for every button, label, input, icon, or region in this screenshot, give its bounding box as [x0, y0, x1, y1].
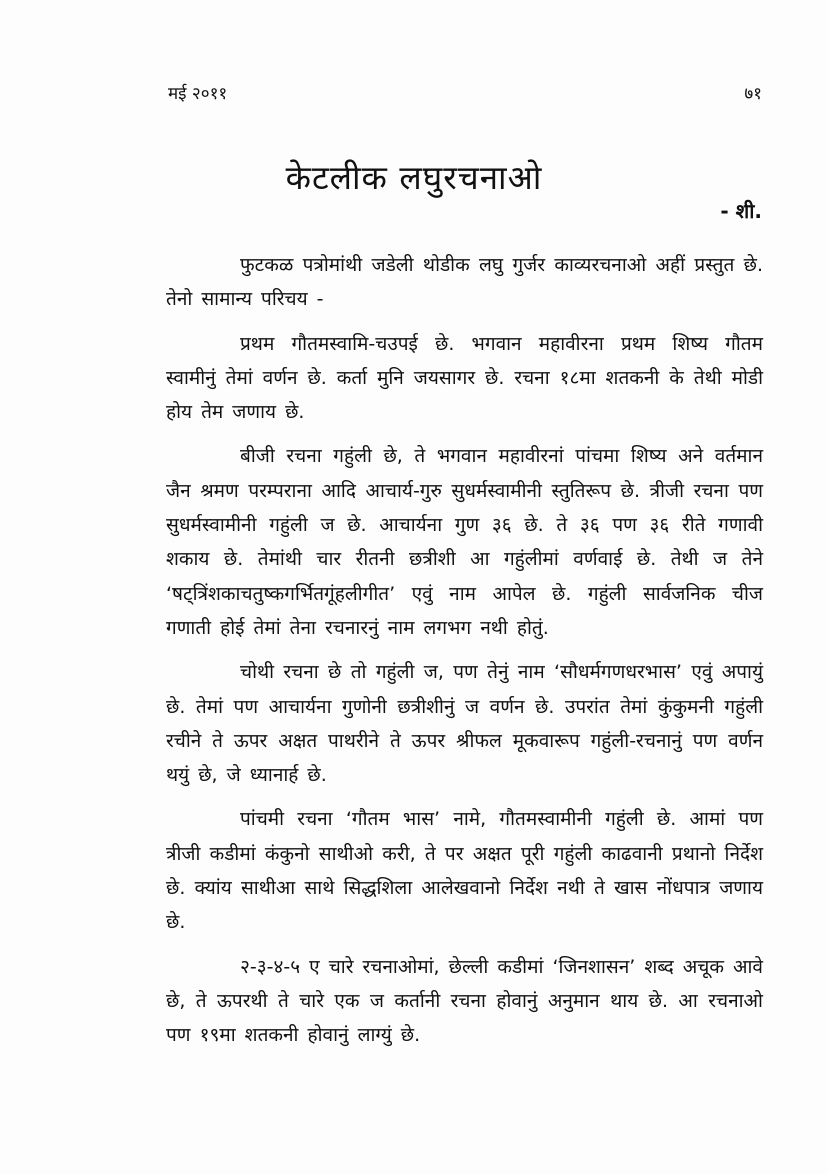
- running-header: [168, 84, 762, 104]
- issue-date: मई २०११: [168, 84, 228, 104]
- paragraph-fifth-composition: पांचमी रचना ‘गौतम भास’ नामे, गौतमस्वामीनी गहुंली छे. आमां पण त्रीजी कडीमां कंकुनो साथीओ करी, ते पर अक्षत पूरी गहुंली काढवानी प्रथानो निर्देश छे. क्यांय साथीआ साथे सिद्धशिला आलेखवानो निर्देश नथी ते खास नोंधपात्र जणाय छे.: [166, 808, 763, 934]
- paragraph-intro: फुटकळ पत्रोमांथी जडेली थोडीक लघु गुर्जर काव्यरचनाओ अहीं प्रस्तुत छे. तेनो सामान्य परिचय -: [166, 254, 763, 311]
- author-signature: - शी.: [720, 199, 762, 223]
- article-title: केटलीक लघुरचनाओ: [285, 158, 543, 198]
- paragraph-second-third-composition: बीजी रचना गहुंली छे, ते भगवान महावीरनां पांचमा शिष्य अने वर्तमान जैन श्रमण परम्पराना आदि आचार्य-गुरु सुधर्मस्वामीनी स्तुतिरूप छे. त्रीजी रचना पण सुधर्मस्वामीनी गहुंली ज छे. आचार्यना गुण ३६ छे. ते ३६ पण ३६ रीते गणावी शकाय छे. तेमांथी चार रीतनी छत्रीशी आ गहुंलीमां वर्णवाई छे. तेथी ज तेने ‘षट्त्रिंशकाचतुष्कगर्भितगूंहलीगीत’ एवुं नाम आपेल छे. गहुंली सार्वजनिक चीज गणाती होई तेमां तेना रचनारनुं नाम लगभग नथी होतुं.: [166, 445, 763, 639]
- paragraph-fourth-composition: चोथी रचना छे तो गहुंली ज, पण तेनुं नाम ‘सौधर्मगणधरभास’ एवुं अपायुं छे. तेमां पण आचार्यना गुणोनी छत्रीशीनुं ज वर्णन छे. उपरांत तेमां कुंकुमनी गहुंली रचीने ते ऊपर अक्षत पाथरीने ते ऊपर श्रीफल मूकवारूप गहुंली-रचनानुं पण वर्णन थयुं छे, जे ध्यानार्ह छे.: [166, 661, 763, 787]
- paragraph-first-composition: प्रथम गौतमस्वामि-चउपई छे. भगवान महावीरना प्रथम शिष्य गौतम स्वामीनुं तेमां वर्णन छे. कर्ता मुनि जयसागर छे. रचना १८मा शतकनी के तेथी मोडी होय तेम जणाय छे.: [166, 332, 763, 424]
- article-body: [166, 248, 763, 1063]
- paragraph-conclusion: २-३-४-५ ए चारे रचनाओमां, छेल्ली कडीमां ‘जिनशासन’ शब्द अचूक आवे छे, ते ऊपरथी ते चारे एक ज कर्तानी रचना होवानुं अनुमान थाय छे. आ रचनाओ पण १९मा शतकनी होवानुं लाग्युं छे.: [166, 955, 763, 1047]
- page-number: ७१: [744, 84, 762, 104]
